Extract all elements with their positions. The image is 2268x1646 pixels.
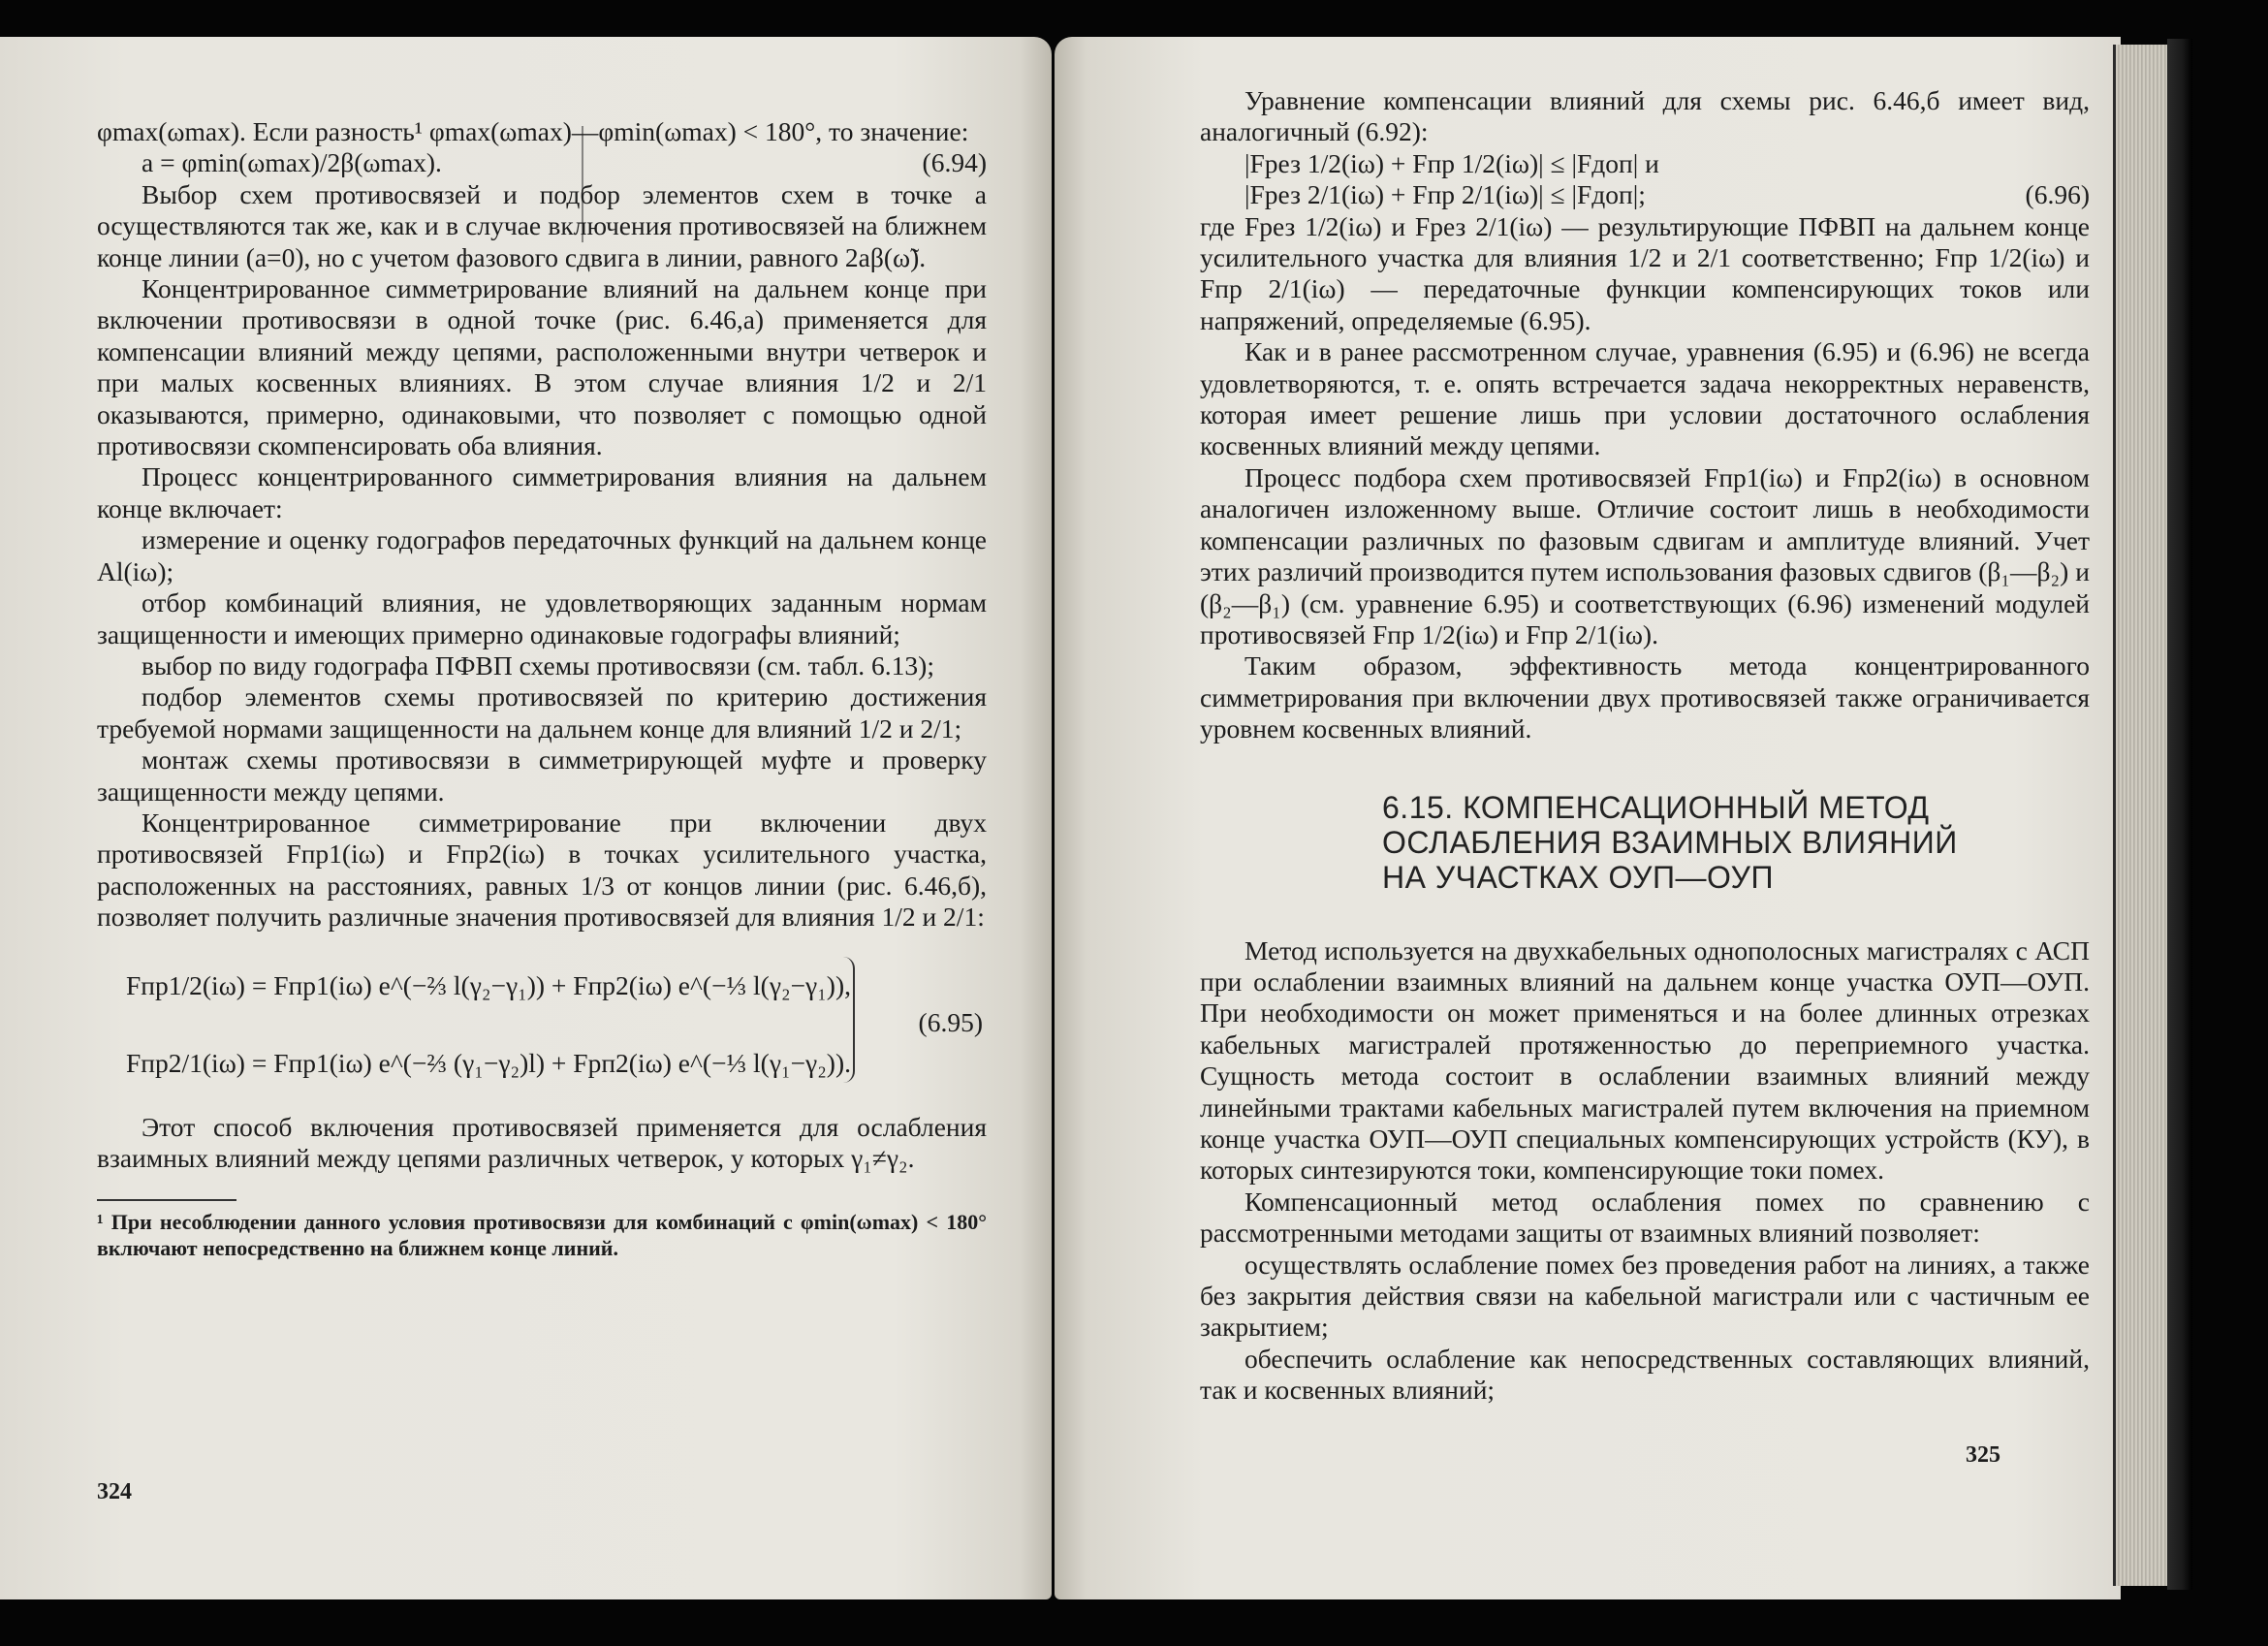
equation-line (97, 147, 987, 178)
left-page (0, 37, 1052, 1599)
equation-number: (6.94) (922, 147, 987, 178)
equation-brace (843, 957, 855, 1083)
section-heading (1200, 790, 2090, 895)
page-number-left: 324 (97, 1479, 132, 1504)
section-heading-line: НА УЧАСТКАХ ОУП—ОУП (1382, 859, 1774, 895)
page-number-right: 325 (1966, 1442, 2000, 1468)
paragraph: Процесс концентрированного симметрирования влияния на дальнем конце включает: (97, 461, 987, 523)
equation-number: (6.96) (2025, 179, 2090, 210)
equation-line (1200, 179, 2090, 210)
paragraph: Метод используется на двухкабельных однополосных магистралях с АСП при ослаблении взаимных влияний на дальнем конце участка ОУП—ОУП. При необходимости он может применяться и на более длинных отрезках кабельных магистралей протяженностью до переприемного участка. Сущность метода состоит в ослаблении взаимных влияний между линейными трактами кабельных магистралей путем включения на приемном конце участка ОУП—ОУП специальных компенсирующих устройств (КУ), в которых синтезируются токи, компенсирующие токи помех. (1200, 934, 2090, 1186)
equation-line (1200, 148, 2090, 179)
paragraph: Таким образом, эффективность метода концентрированного симметрирования при включении двух противосвязей также ограничивается уровнем косвенных влияний. (1200, 650, 2090, 744)
equation-text: |Fрез 2/1(iω) + Fпр 2/1(iω)| ≤ |Fдоп|; (1244, 179, 1646, 210)
right-page (1055, 37, 2121, 1599)
footnote: ¹ При несоблюдении данного условия противосвязи для комбинаций с φmin(ωmax) < 180° включают непосредственно на ближнем конце линий. (97, 1210, 987, 1261)
section-heading-line: ОСЛАБЛЕНИЯ ВЗАИМНЫХ ВЛИЯНИЙ (1382, 824, 1958, 860)
paragraph: выбор по виду годографа ПФВП схемы противосвязи (см. табл. 6.13); (142, 649, 934, 681)
paragraph: φmax(ωmax). Если разность¹ φmax(ωmax)—φmin(ωmax) < 180°, то значение: (97, 116, 969, 146)
equation-6-95 (97, 947, 987, 1094)
paragraph: отбор комбинаций влияния, не удовлетворяющих заданным нормам защищенности и имеющих примерно одинаковые годографы влияний; (97, 587, 987, 649)
equation-row-2: Fпр2/1(iω) = Fпр1(iω) e^(−⅔ (γ₁−γ₂)l) + Fрп2(iω) e^(−⅓ l(γ₁−γ₂)). (126, 1047, 851, 1078)
page-block-edges (2113, 45, 2171, 1586)
right-text-column (1200, 85, 2090, 1407)
paragraph: измерение и оценку годографов передаточных функций на дальнем конце Al(iω); (97, 524, 987, 586)
equation-text: a = φmin(ωmax)/2β(ωmax). (142, 147, 442, 178)
book-cover-edge (2167, 39, 2192, 1590)
paragraph: Концентрированное симметрирование влияний на дальнем конце при включении противосвязи в одной точке (рис. 6.46,a) применяется для компенсации влияний между цепями, расположенными внутри четверок и при малых косвенных влияниях. В этом случае влияния 1/2 и 2/1 оказываются, примерно, одинаковыми, что позволяет с помощью одной противосвязи скомпенсировать оба влияния. (97, 273, 987, 461)
footnote-rule (97, 1199, 236, 1201)
paragraph: осуществлять ослабление помех без проведения работ на линиях, а также без закрытия действия связи на кабельной магистрали или с частичным ее закрытием; (1200, 1249, 2090, 1343)
paragraph: монтаж схемы противосвязи в симметрирующей муфте и проверку защищенности между цепями. (97, 744, 987, 807)
equation-text: |Fрез 1/2(iω) + Fпр 1/2(iω)| ≤ |Fдоп| и (1244, 147, 1659, 178)
paragraph: Выбор схем противосвязей и подбор элементов схем в точке a осуществляются так же, как и в случае включения противосвязей на ближнем конце линии (a=0), но с учетом фазового сдвига в линии, равного 2aβ(ω̃). (97, 178, 987, 272)
paragraph: подбор элементов схемы противосвязей по критерию достижения требуемой нормами защищенности на дальнем конце для влияний 1/2 и 2/1; (97, 681, 987, 744)
paragraph: Компенсационный метод ослабления помех по сравнению с рассмотренными методами защиты от взаимных влияний позволяет: (1200, 1186, 2090, 1249)
paragraph: Этот способ включения противосвязей применяется для ослабления взаимных влияний между цепями различных четверок, у которых γ₁≠γ₂. (97, 1111, 987, 1173)
paragraph: где Fрез 1/2(iω) и Fрез 2/1(iω) — результирующие ПФВП на дальнем конце усилительного участка для влияния 1/2 и 2/1 соответственно; Fпр 1/2(iω) и Fпр 2/1(iω) — передаточные функции компенсирующих токов или напряжений, определяемые (6.95). (1200, 210, 2090, 335)
equation-number: (6.95) (918, 1006, 983, 1037)
equation-row-1: Fпр1/2(iω) = Fпр1(iω) e^(−⅔ l(γ₂−γ₁)) + Fпр2(iω) e^(−⅓ l(γ₂−γ₁)), (126, 969, 851, 1000)
paragraph: Процесс подбора схем противосвязей Fпр1(iω) и Fпр2(iω) в основном аналогичен изложенному выше. Отличие состоит лишь в необходимости компенсации различных по фазовым сдвигам и амплитуде влияний. Учет этих различий производится путем использования фазовых сдвигов (β₁—β₂) и (β₂—β₁) (см. уравнение 6.95) и соответствующих (6.96) изменений модулей противосвязей Fпр 1/2(iω) и Fпр 2/1(iω). (1200, 461, 2090, 649)
paragraph: Уравнение компенсации влияний для схемы рис. 6.46,б имеет вид, аналогичный (6.92): (1200, 85, 2090, 147)
paragraph: Концентрированное симметрирование при включении двух противосвязей Fпр1(iω) и Fпр2(iω) в точках усилительного участка, расположенных на расстояниях, равных 1/3 от концов линии (рис. 6.46,б), позволяет получить различные значения противосвязей для влияния 1/2 и 2/1: (97, 807, 987, 933)
paragraph: обеспечить ослабление как непосредственных составляющих влияний, так и косвенных влияний; (1200, 1343, 2090, 1406)
left-text-column (97, 116, 987, 1261)
section-heading-line: 6.15. КОМПЕНСАЦИОННЫЙ МЕТОД (1382, 789, 1930, 825)
paragraph: Как и в ранее рассмотренном случае, уравнения (6.95) и (6.96) не всегда удовлетворяются, т. е. опять встречается задача некорректных неравенств, которая имеет решение лишь при условии достаточного ослабления косвенных влияний между цепями. (1200, 336, 2090, 461)
